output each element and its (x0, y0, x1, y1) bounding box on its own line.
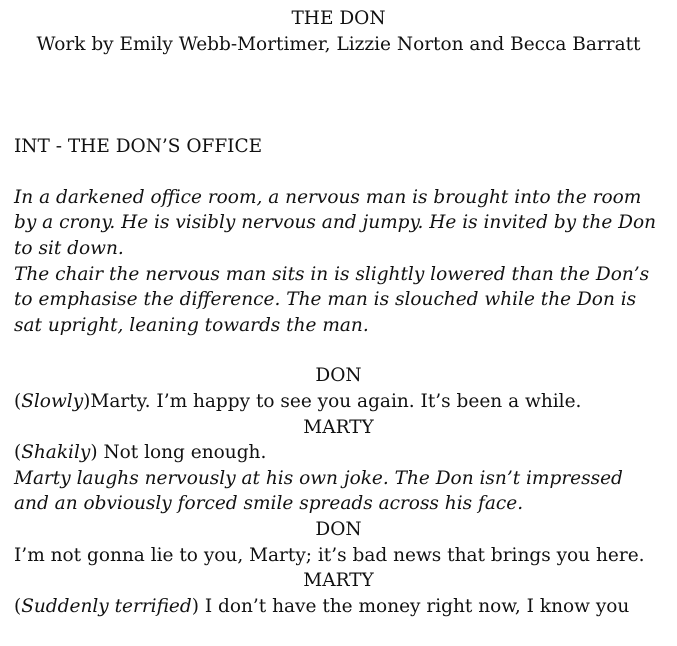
action-paragraph: The chair the nervous man sits in is slightly lowered than the Don’s to emphasise the difference. The man is slouched while the Don is sat upright, leaning towards the man. (14, 263, 650, 336)
dialogue-line: I’m not gonna lie to you, Marty; it’s bad news that brings you here. (14, 544, 645, 566)
script-credits: Work by Emily Webb-Mortimer, Lizzie Norton and Becca Barratt (36, 33, 641, 55)
dialogue-text: Marty. I’m happy to see you again. It’s been a while. (90, 390, 582, 412)
spacer (14, 160, 663, 185)
parenthetical: Shakily (21, 442, 91, 464)
dialogue-line: (Shakily) Not long enough. (14, 442, 267, 464)
dialogue-text: I don’t have the money right now, I know you (198, 595, 630, 617)
dialogue-line: (Slowly)Marty. I’m happy to see you again. It’s been a while. (14, 390, 582, 412)
dialogue-text: Not long enough. (97, 442, 267, 464)
action-paragraph: Marty laughs nervously at his own joke. The Don isn’t impressed and an obviously forced smile spreads across his face. (14, 467, 623, 515)
action-paragraph: In a darkened office room, a nervous man is brought into the room by a crony. He is visibly nervous and jumpy. He is invited by the Don to sit down. (14, 186, 657, 259)
parenthetical: Slowly (21, 390, 84, 412)
character-name: DON (315, 518, 362, 540)
script-title: THE DON (291, 8, 386, 29)
character-name: MARTY (303, 570, 374, 592)
character-name: DON (315, 365, 362, 387)
dialogue-line: (Suddenly terrified) I don’t have the money right now, I know you (14, 595, 630, 617)
parenthetical: Suddenly terrified (21, 595, 192, 617)
character-name: MARTY (303, 416, 374, 438)
spacer (14, 338, 663, 363)
scene-heading: INT - THE DON’S OFFICE (14, 136, 263, 158)
spacer (14, 57, 663, 134)
